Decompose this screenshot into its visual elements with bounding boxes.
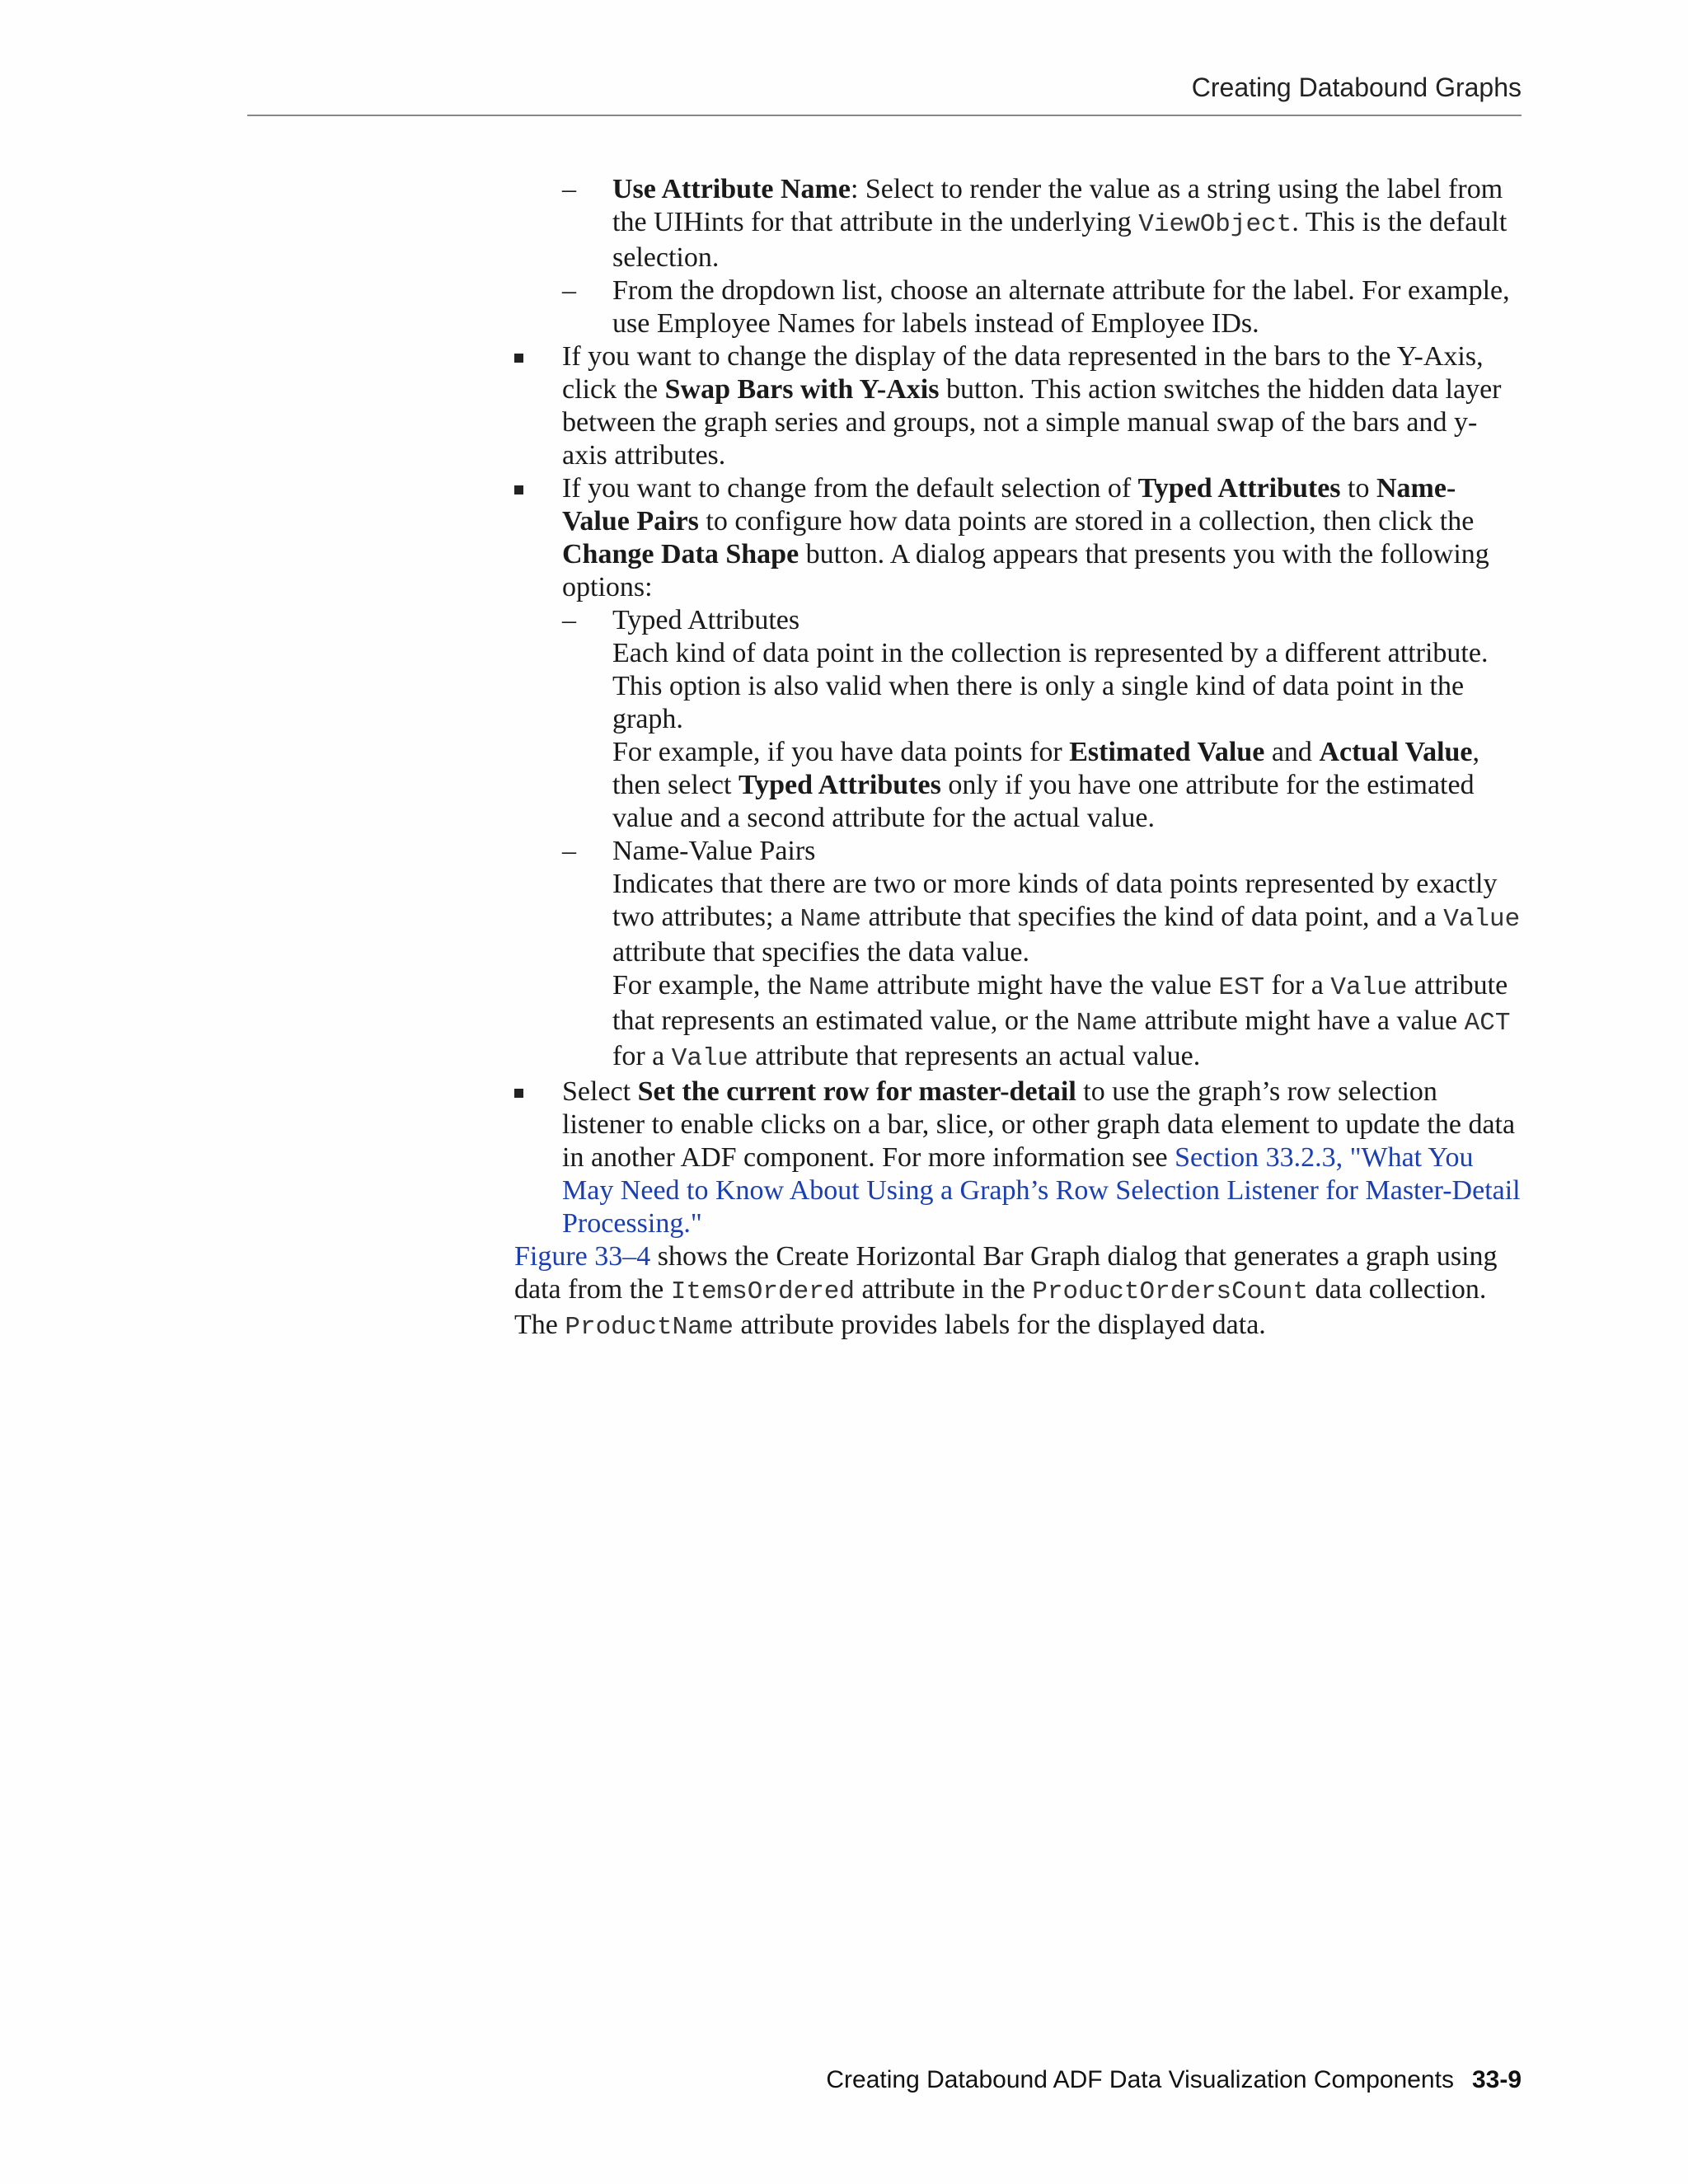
name-value-pairs-description: Indicates that there are two or more kinds of data points represented by exactly two attributes; a Name attribute that specifies the kind of data point, and a Value attribute that specifies the data value. xyxy=(612,869,1521,968)
bullet-item-swap-bars: If you want to change the display of the data represented in the bars to the Y-Axis, click the Swap Bars with Y-Axis button. This action switches the hidden data layer between the graph series and groups, not a simple manual swap of the bars and y-axis attributes. xyxy=(514,340,1522,472)
name-value-pairs-example: For example, the Name attribute might have the value EST for a Value attribute that represents an estimated value, or the Name attribute might have a value ACT for a Value attribute that represents an actual value. xyxy=(612,970,1511,1073)
page-footer xyxy=(826,2066,1522,2094)
header-rule xyxy=(247,115,1522,116)
dash-item-name-value-pairs: – Name-Value Pairs xyxy=(514,835,1522,868)
bullet-item-master-detail: Select Set the current row for master-detail to use the graph’s row selection listener to enable clicks on a bar, slice, or other graph data element to update the data in another ADF component. For more information see Section 33.2.3, "What You May Need to Know About Using a Graph’s Row Selection Listener for Master-Detail Processing." xyxy=(514,1076,1522,1240)
bullet-item-change-data-shape: If you want to change from the default selection of Typed Attributes to Name-Value Pairs to configure how data points are stored in a collection, then click the Change Data Shape button. A dialog appears that presents you with the following options: xyxy=(514,472,1522,604)
dash-item-use-attribute-name: – Use Attribute Name: Select to render the value as a string using the label from the UIHints for that attribute in the underlying ViewObject. This is the default selection. xyxy=(514,173,1522,274)
page-number: 33-9 xyxy=(1471,2066,1522,2093)
typed-attributes-description: Each kind of data point in the collection is represented by a different attribute. This option is also valid when there is only a single kind of data point in the graph. xyxy=(612,638,1489,734)
page-body xyxy=(514,173,1522,1344)
running-header: Creating Databound Graphs xyxy=(1191,73,1522,102)
figure-33-4-link[interactable]: Figure 33–4 xyxy=(514,1241,651,1272)
typed-attributes-example: For example, if you have data points for Estimated Value and Actual Value, then select Typed Attributes only if you have one attribute for the estimated value and a second attribute for the actual value. xyxy=(612,737,1480,833)
section-33-2-3-link[interactable]: Section 33.2.3, "What You May Need to Know About Using a Graph’s Row Selection Listener for Master-Detail Processing." xyxy=(562,1142,1521,1239)
figure-reference-paragraph: Figure 33–4 shows the Create Horizontal Bar Graph dialog that generates a graph using data from the ItemsOrdered attribute in the ProductOrdersCount data collection. The ProductName attribute provides labels for the displayed data. xyxy=(514,1241,1498,1342)
footer-title: Creating Databound ADF Data Visualization Components xyxy=(826,2066,1454,2093)
dash-item-typed-attributes: – Typed Attributes xyxy=(514,604,1522,637)
dash-item-dropdown-list: – From the dropdown list, choose an alternate attribute for the label. For example, use Employee Names for labels instead of Employee IDs. xyxy=(514,274,1522,340)
